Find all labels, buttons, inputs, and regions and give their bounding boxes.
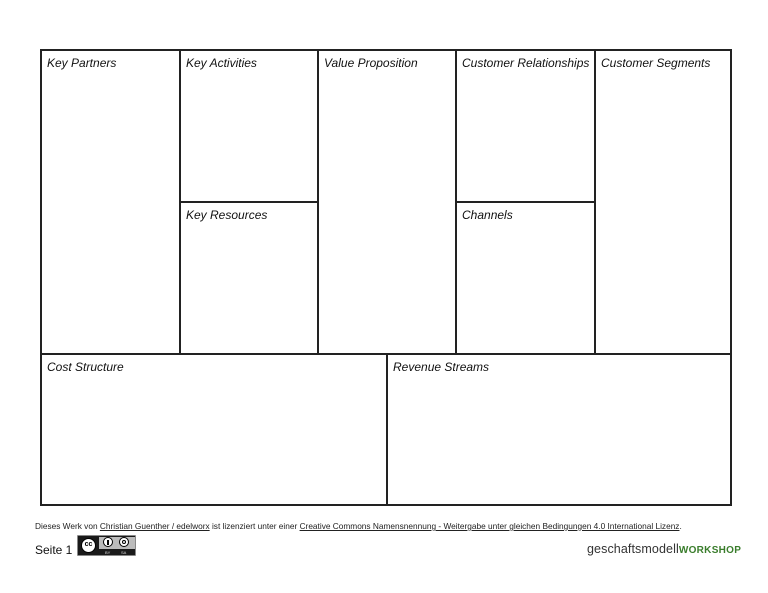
block-label: Cost Structure <box>47 360 124 374</box>
block-label: Channels <box>462 208 513 222</box>
by-text: BY <box>105 550 111 555</box>
license-middle: ist lizenziert unter einer <box>209 521 300 531</box>
block-label: Key Resources <box>186 208 268 222</box>
license-suffix: . <box>679 521 682 531</box>
cc-by-sa-badge[interactable] <box>77 535 136 556</box>
block-customer-segments[interactable] <box>596 51 730 353</box>
block-value-proposition[interactable] <box>319 51 455 353</box>
block-revenue-streams[interactable] <box>388 355 730 504</box>
license-prefix: Dieses Werk von <box>35 521 100 531</box>
block-key-resources[interactable] <box>181 203 317 353</box>
block-label: Key Activities <box>186 56 257 70</box>
brand-primary: geschaftsmodell <box>587 542 679 556</box>
block-label: Key Partners <box>47 56 117 70</box>
business-model-canvas <box>40 49 732 506</box>
block-label: Customer Relationships <box>462 56 590 70</box>
sa-text: SA <box>121 550 127 555</box>
sa-sharealike-icon <box>119 537 129 547</box>
block-key-partners[interactable] <box>42 51 179 353</box>
license-notice <box>35 521 682 531</box>
brand-accent: WORKSHOP <box>678 545 742 556</box>
block-channels[interactable] <box>457 203 594 353</box>
author-link[interactable]: Christian Guenther / edelworx <box>99 521 210 531</box>
block-customer-relationships[interactable] <box>457 51 594 201</box>
block-label: Value Proposition <box>324 56 418 70</box>
block-label: Customer Segments <box>601 56 711 70</box>
block-cost-structure[interactable] <box>42 355 386 504</box>
cc-icon: cc <box>81 538 96 553</box>
by-attribution-icon <box>103 537 113 547</box>
brand-logo <box>587 542 741 556</box>
block-label: Revenue Streams <box>393 360 490 374</box>
license-link[interactable]: Creative Commons Namensnennung - Weitergabe unter gleichen Bedingungen 4.0 International Lizenz <box>299 521 680 531</box>
page-number: Seite 1 <box>35 543 73 557</box>
block-key-activities[interactable] <box>181 51 317 201</box>
